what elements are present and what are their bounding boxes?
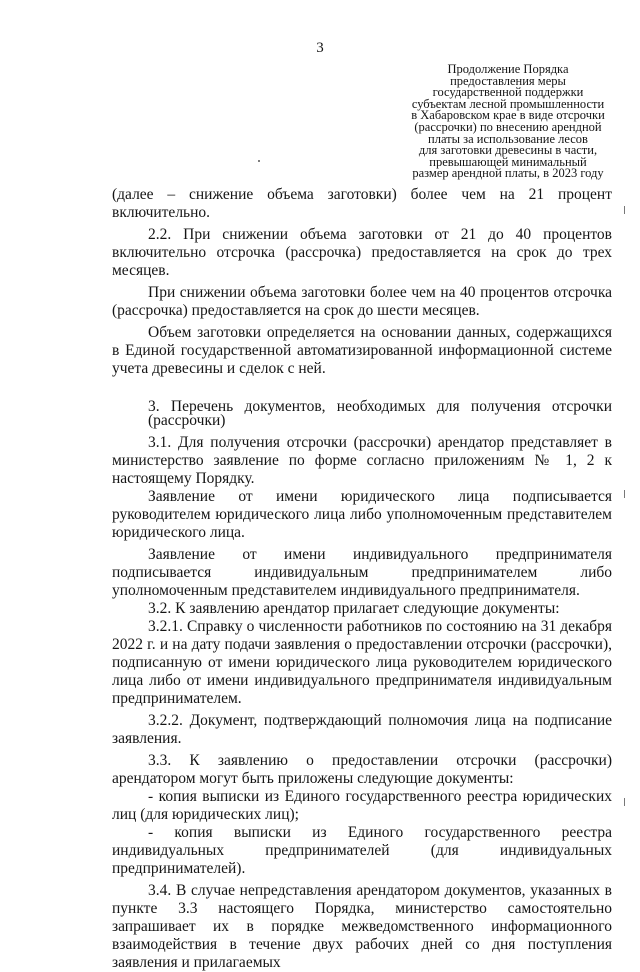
scan-margin-mark <box>624 206 625 214</box>
header-line: размер арендной платы, в 2023 году <box>412 166 604 181</box>
scan-margin-mark <box>624 490 625 498</box>
paragraph-3-3: 3.3. К заявлению о предоставлении отсрочки (рассрочки) арендатором могут быть приложены следующие документы: <box>112 752 612 787</box>
header-line: субъектам лесной промышленности <box>411 96 605 111</box>
paragraph-3-4: 3.4. В случае непредставления арендатором документов, указанных в пункте 3.3 настоящего Порядка, министерство самостоятельно запрашивает их в порядке межведомственного информационного взаимодействия в течение двух рабочих дней со дня поступления заявления и прилагаемых <box>112 882 612 971</box>
list-item-legal-entities-extract: - копия выписки из Единого государственного реестра юридических лиц (для юридических лиц); <box>112 788 612 823</box>
paragraph-continued: (далее – снижение объема заготовки) более чем на 21 процент включительно. <box>112 186 612 221</box>
list-item-entrepreneurs-extract: - копия выписки из Единого государственного реестра индивидуальных предпринимателей (для индивидуальных предпринимателей). <box>112 824 612 877</box>
paragraph-entrepreneur-signature: Заявление от имени индивидуального предпринимателя подписывается индивидуальным предпринимателем либо уполномоченным представителем индивидуального предпринимателя. <box>112 546 612 599</box>
page-number: 3 <box>316 40 324 56</box>
paragraph-3-2-1: 3.2.1. Справку о численности работников по состоянию на 31 декабря 2022 г. и на дату подачи заявления о предоставлении отсрочки (рассрочки), подписанную от имени юридического лица руководителем юридического лица либо от имени индивидуального предпринимателя индивидуальным предпринимателем. <box>112 618 612 707</box>
document-body <box>112 186 612 972</box>
header-line: предоставления меры <box>450 73 566 88</box>
scan-margin-mark <box>624 798 625 806</box>
section-3-title: 3. Перечень документов, необходимых для получения отсрочки (рассрочки) <box>148 398 612 429</box>
paragraph-3-2-2: 3.2.2. Документ, подтверждающий полномочия лица на подписание заявления. <box>112 712 612 747</box>
paragraph-over-40: При снижении объема заготовки более чем на 40 процентов отсрочка (рассрочка) предоставляется на срок до шести месяцев. <box>112 284 612 319</box>
scan-speck <box>258 160 260 162</box>
header-line: для заготовки древесины в части, <box>418 143 598 158</box>
header-line: превышающей минимальный <box>429 154 587 169</box>
continuation-header <box>392 64 624 180</box>
paragraph-harvest-volume: Объем заготовки определяется на основании данных, содержащихся в Единой государственной автоматизированной информационной системе учета древесины и сделок с ней. <box>112 324 612 377</box>
header-line: государственной поддержки <box>432 85 584 100</box>
header-line: (рассрочки) по внесению арендной <box>414 119 602 134</box>
paragraph-3-1: 3.1. Для получения отсрочки (рассрочки) арендатор представляет в министерство заявление по форме согласно приложениям № 1, 2 к настоящему Порядку. <box>112 434 612 487</box>
paragraph-2-2: 2.2. При снижении объема заготовки от 21 до 40 процентов включительно отсрочка (рассрочка) предоставляется на срок до трех месяцев. <box>112 226 612 279</box>
paragraph-legal-entity-signature: Заявление от имени юридического лица подписывается руководителем юридического лица либо уполномоченным представителем юридического лица. <box>112 488 612 541</box>
header-line: платы за использование лесов <box>428 131 588 146</box>
header-line: в Хабаровском крае в виде отсрочки <box>411 108 605 123</box>
header-line: Продолжение Порядка <box>447 62 569 76</box>
paragraph-3-2: 3.2. К заявлению арендатор прилагает следующие документы: <box>148 600 560 617</box>
